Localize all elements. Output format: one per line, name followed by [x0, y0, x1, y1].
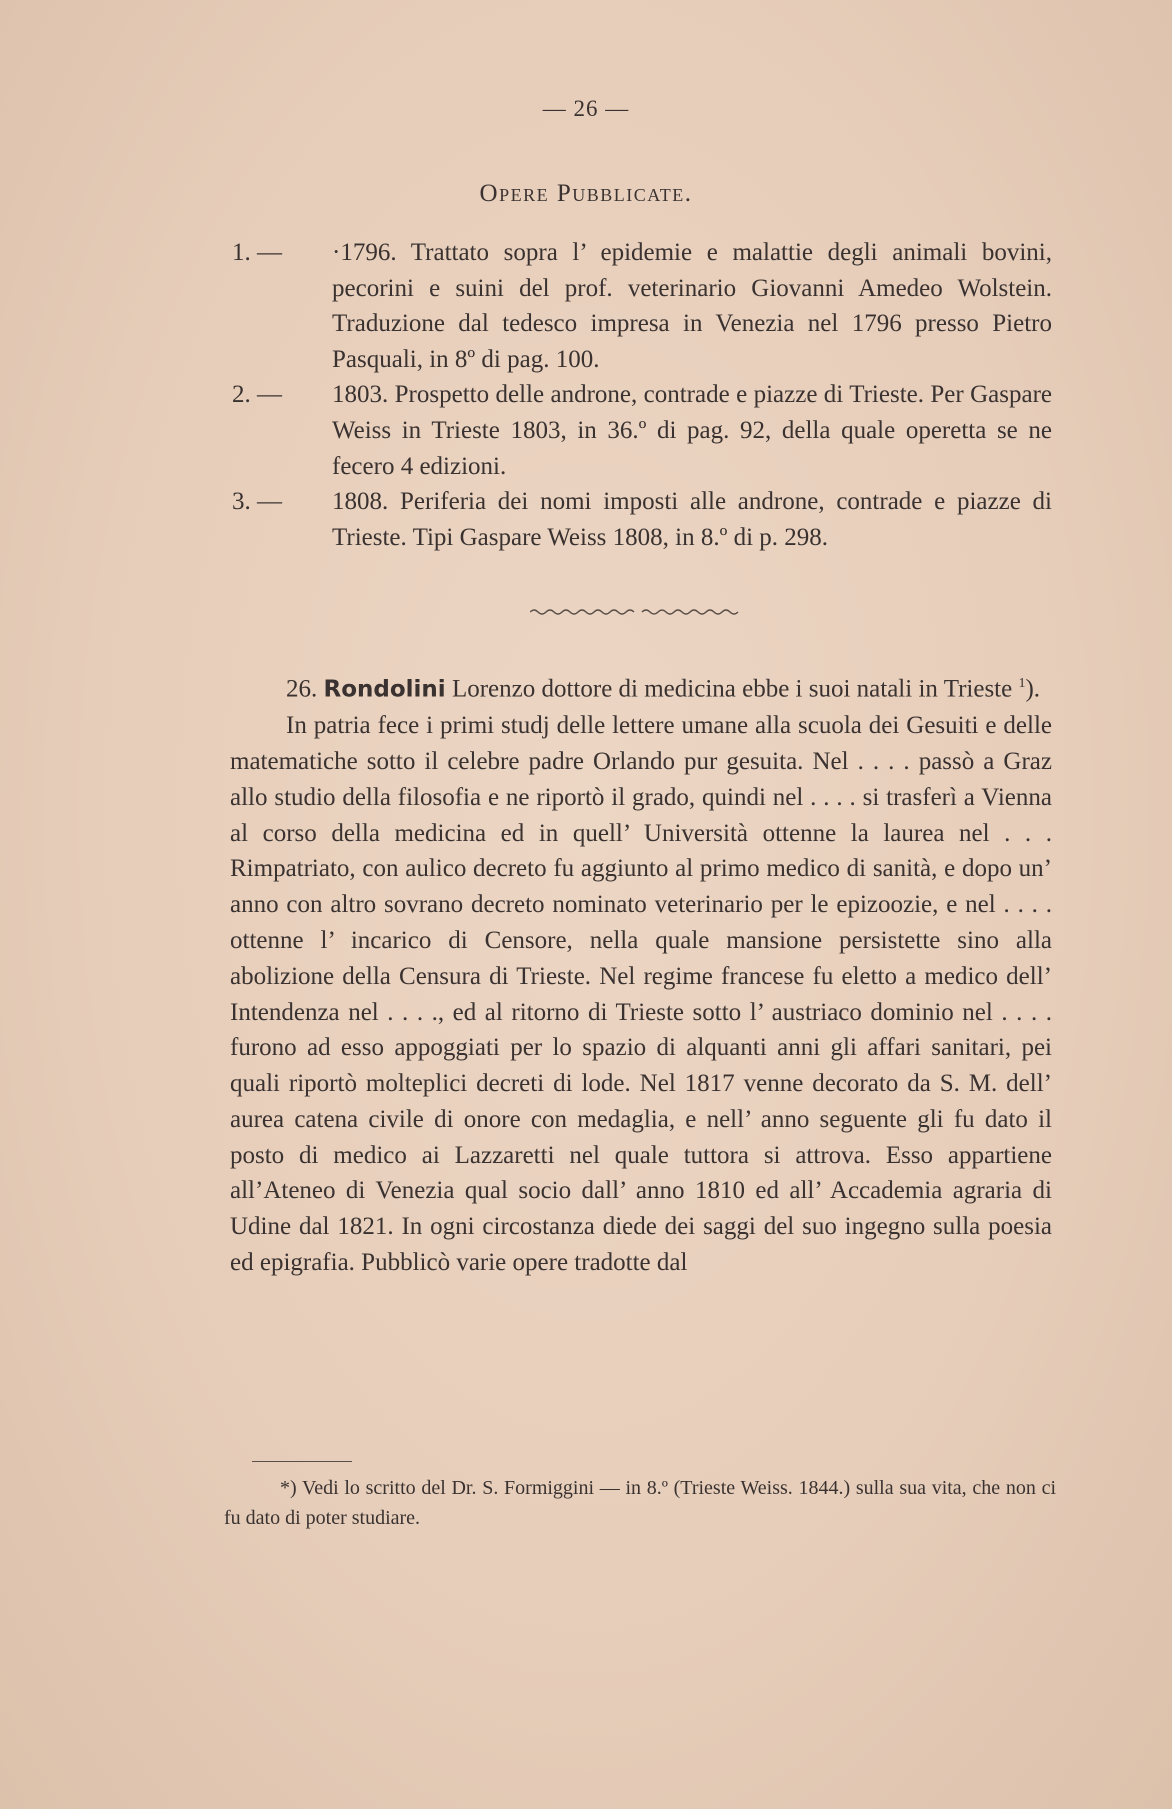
biography-entry	[230, 666, 1052, 1281]
works-list	[232, 235, 1052, 555]
entry-name: Rondolini	[323, 676, 446, 703]
wavy-divider	[530, 606, 745, 618]
work-text: 1808. Periferia dei nomi imposti alle androne, contrade e piazze di Trieste. Tipi Gaspare Weiss 1808, in 8.º di p. 298.	[332, 488, 1052, 551]
footnote	[224, 1473, 1056, 1533]
work-number: 1. —	[232, 239, 282, 266]
footnote-text: *) Vedi lo scritto del Dr. S. Formiggini — in 8.º (Trieste Weiss. 1844.) sulla sua vita, che non ci fu dato di poter studiare.	[224, 1477, 1056, 1529]
entry-paragraph: In patria fece i primi studj delle lettere umane alla scuola dei Gesuiti e delle matematiche sotto il celebre padre Orlando pur gesuita. Nel . . . . passò a Graz allo studio della filosofia e ne riportò il grado, quindi nel . . . . si trasferì a Vienna al corso della medicina ed in quell’ Università ottenne la laurea nel . . . Rimpatriato, con aulico decreto fu aggiunto al primo medico di sanità, e dopo un’ anno con altro sovrano decreto nominato veterinario per le epizoozie, e nel . . . . ottenne l’ incarico di Censore, nella quale mansione persistette sino alla abolizione della Censura di Trieste. Nel regime francese fu eletto a medico dell’ Intendenza nel . . . ., ed al ritorno di Trieste sotto l’ austriaco dominio nel . . . . furono ad esso appoggiati per lo spazio di alquanti anni gli affari sanitari, pei quali riportò molteplici decreti di lode. Nel 1817 venne decorato da S. M. dell’ aurea catena civile di onore con medaglia, e nell’ anno seguente gli fu dato il posto di medico ai Lazzaretti nel quale tuttora si attrova. Esso appartiene all’Ateneo di Venezia qual socio dall’ anno 1810 ed all’ Accademia agraria di Udine dal 1821. In ogni circostanza diede dei saggi del suo ingegno sulla poesia ed epigrafia. Pubblicò varie opere tradotte dal	[230, 712, 1052, 1277]
entry-intro	[230, 666, 1052, 708]
work-item	[232, 377, 1052, 484]
entry-intro-end: ).	[1025, 675, 1041, 703]
page-number: — 26 —	[542, 96, 630, 121]
entry-intro-text: Lorenzo dottore di medicina ebbe i suoi natali in Trieste	[451, 675, 1013, 703]
footnote-reference: 1	[1018, 676, 1026, 691]
work-number: 2. —	[232, 381, 282, 409]
footnote-rule	[252, 1461, 352, 1462]
work-number: 3. —	[232, 488, 282, 516]
work-text: 1803. Prospetto delle androne, contrade e piazze di Trieste. Per Gaspare Weiss in Trieste 1803, in 36.º di pag. 92, della quale operetta se ne fecero 4 edizioni.	[332, 381, 1052, 480]
work-item	[232, 484, 1052, 555]
section-title: Opere Pubblicate.	[479, 180, 693, 207]
entry-number: 26.	[286, 675, 318, 703]
work-text: ·1796. Trattato sopra l’ epidemie e malattie degli animali bovini, pecorini e suini del prof. veterinario Giovanni Amedeo Wolstein. Traduzione dal tedesco impresa in Venezia nel 1796 presso Pietro Pasquali, in 8º di pag. 100.	[332, 239, 1052, 373]
work-item	[232, 235, 1052, 377]
